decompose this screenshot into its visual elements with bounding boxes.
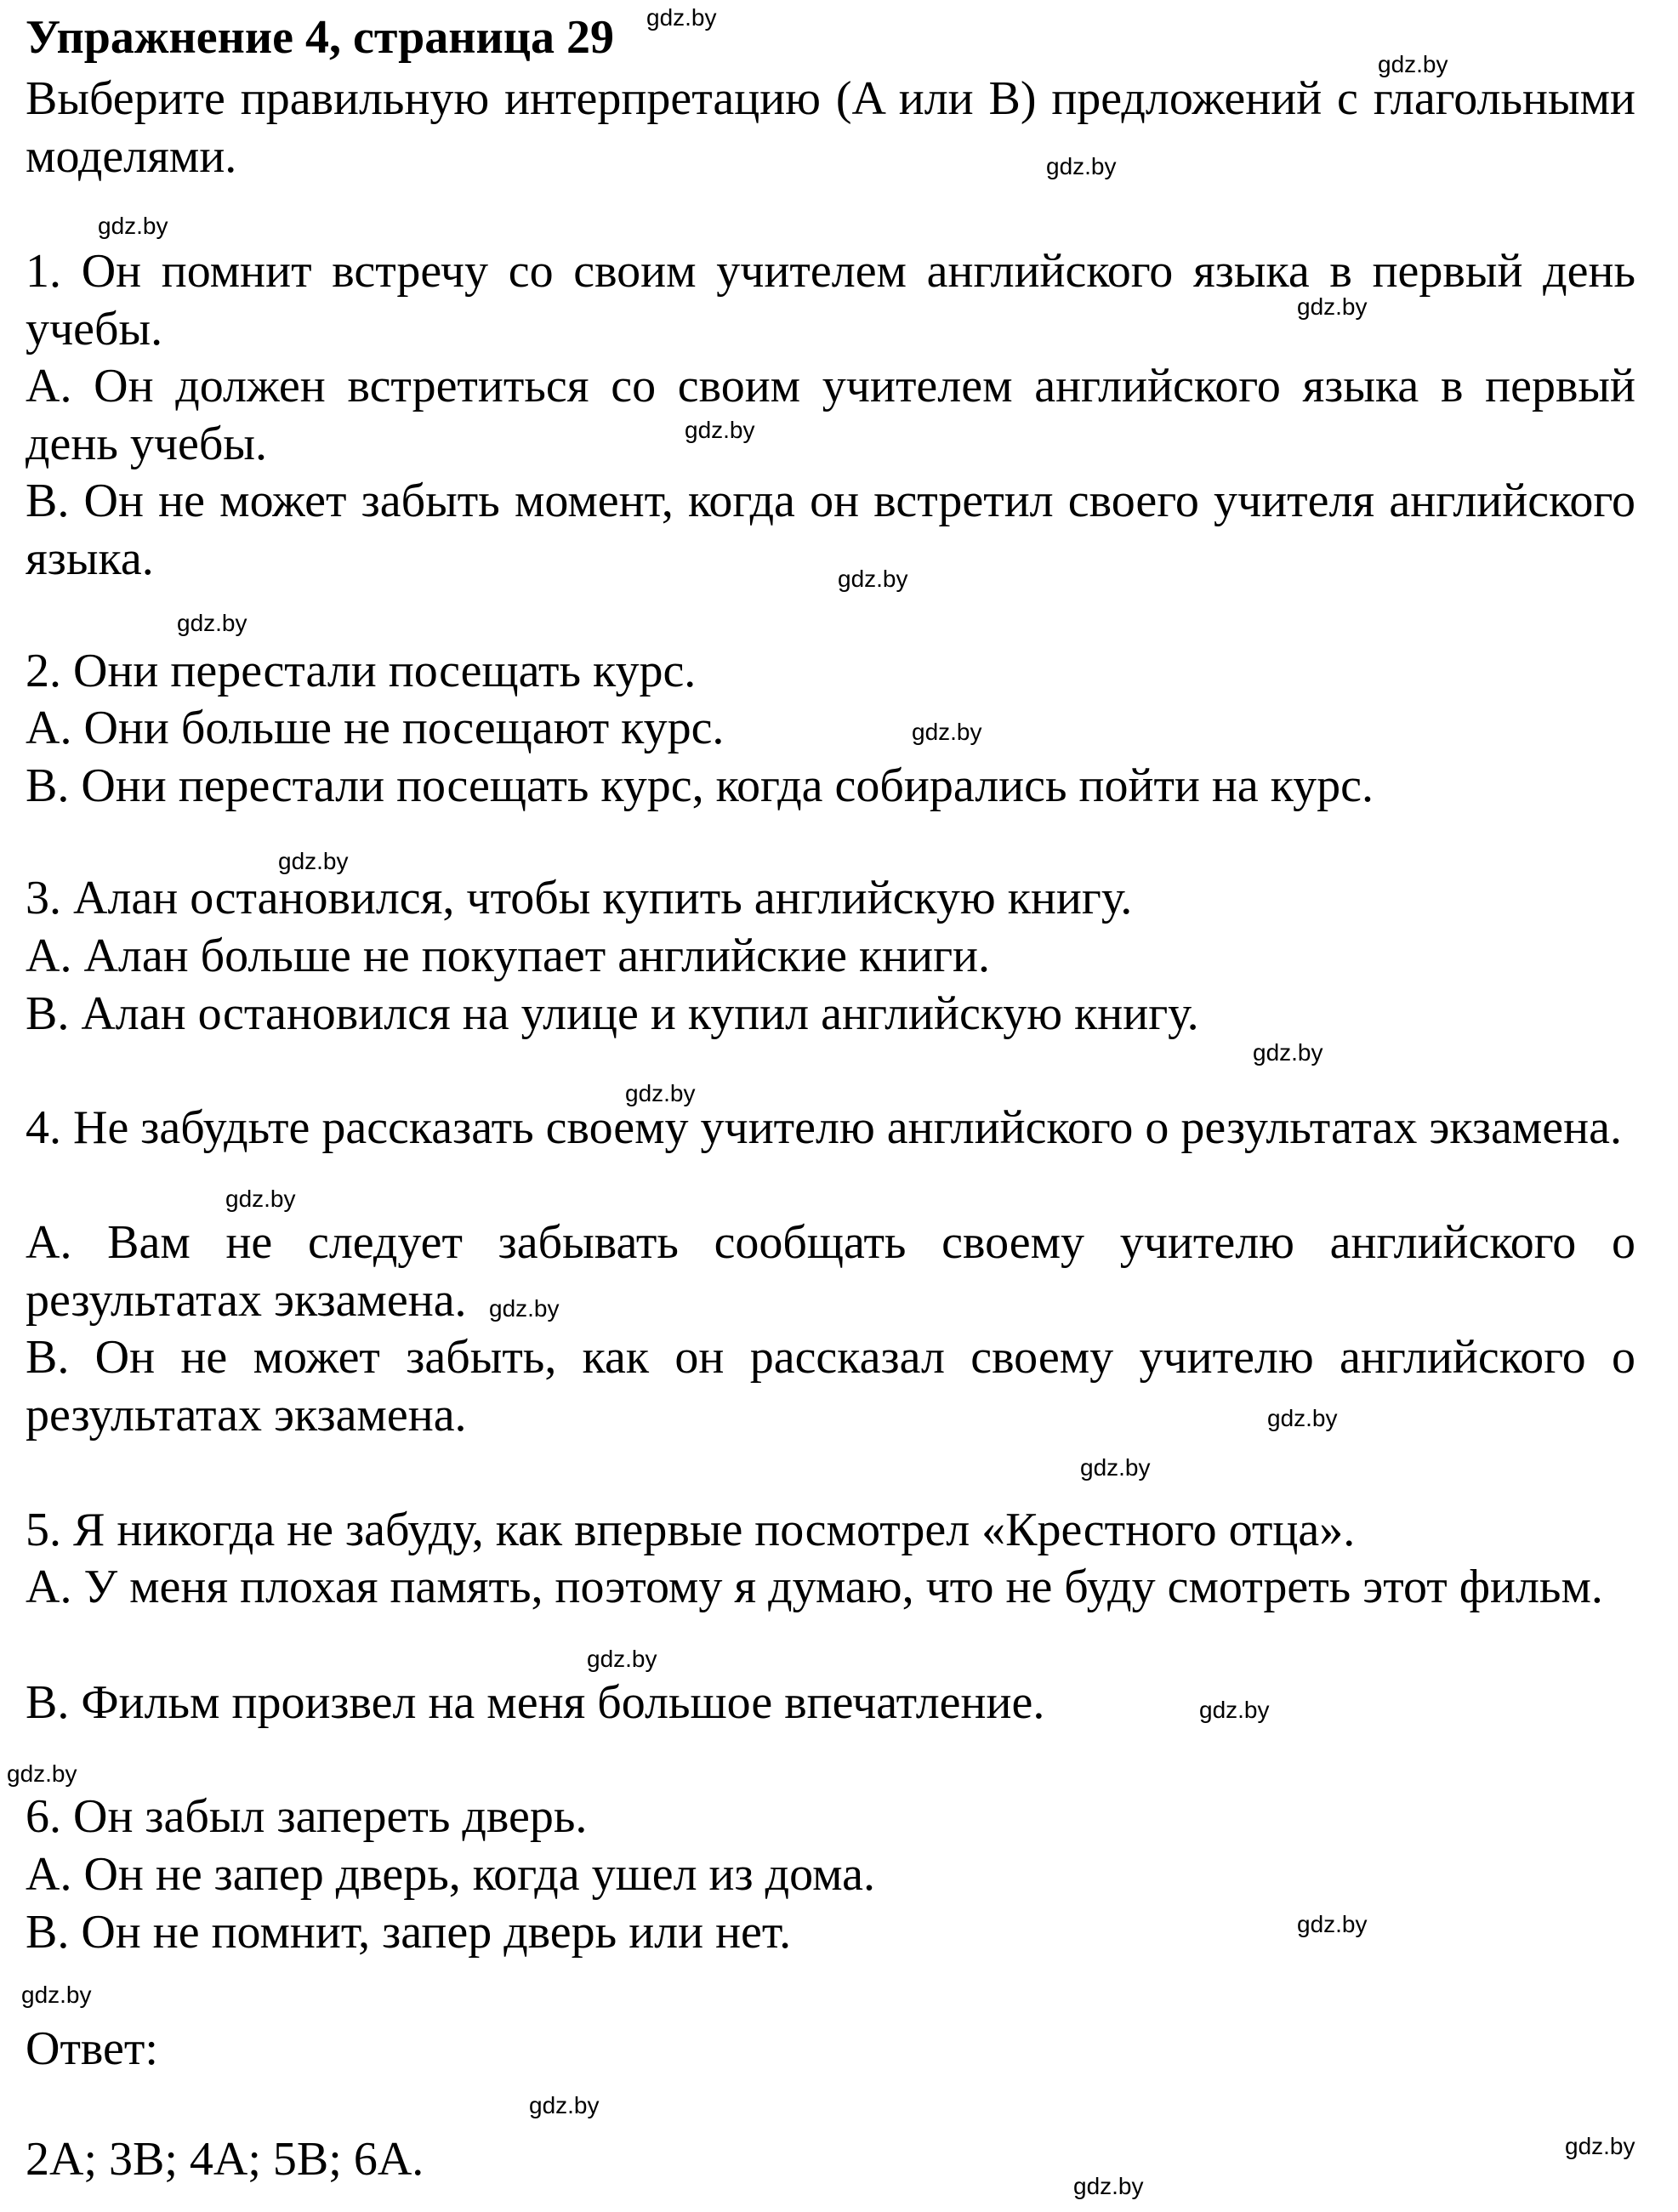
watermark: gdz.by	[646, 4, 717, 31]
watermark: gdz.by	[225, 1186, 296, 1212]
watermark: gdz.by	[1046, 153, 1117, 179]
item-6-option-a: A. Он не запер дверь, когда ушел из дома.	[26, 1848, 875, 1901]
watermark: gdz.by	[1199, 1697, 1270, 1723]
watermark: gdz.by	[98, 213, 168, 239]
item-4-option-b: B. Он не может забыть, как он рассказал своему учителю английского о результатах экзамена.	[26, 1331, 1635, 1441]
item-1-statement: 1. Он помнит встречу со своим учителем английского языка в первый день учебы.	[26, 245, 1635, 355]
item-3-statement: 3. Алан остановился, чтобы купить английскую книгу.	[26, 872, 1133, 924]
watermark: gdz.by	[1080, 1454, 1151, 1481]
page-title	[26, 9, 614, 66]
watermark: gdz.by	[529, 2092, 600, 2118]
item-5-statement: 5. Я никогда не забуду, как впервые посмотрел «Крестного отца».	[26, 1504, 1356, 1556]
watermark: gdz.by	[177, 610, 247, 636]
watermark: gdz.by	[838, 566, 908, 592]
watermark: gdz.by	[489, 1295, 560, 1322]
item-4-statement: 4. Не забудьте рассказать своему учителю английского о результатах экзамена.	[26, 1101, 1622, 1154]
answer-label: Ответ:	[26, 2022, 158, 2075]
watermark: gdz.by	[912, 719, 982, 745]
watermark: gdz.by	[1073, 2173, 1144, 2199]
watermark: gdz.by	[1297, 1911, 1368, 1937]
item-3-option-b: B. Алан остановился на улице и купил английскую книгу.	[26, 987, 1199, 1040]
item-1-option-a: A. Он должен встретиться со своим учителем английского языка в первый день учебы.	[26, 360, 1635, 470]
watermark: gdz.by	[1565, 2133, 1635, 2159]
watermark: gdz.by	[278, 848, 349, 874]
watermark: gdz.by	[587, 1646, 657, 1672]
watermark: gdz.by	[7, 1760, 77, 1787]
item-1-option-b: B. Он не может забыть момент, когда он встретил своего учителя английского языка.	[26, 475, 1635, 585]
item-3-option-a: A. Алан больше не покупает английские книги.	[26, 930, 991, 982]
watermark: gdz.by	[1253, 1039, 1323, 1066]
instruction: Выберите правильную интерпретацию (A или B) предложений с глагольными моделями.	[26, 72, 1635, 183]
watermark: gdz.by	[1378, 51, 1448, 77]
watermark: gdz.by	[1297, 293, 1368, 320]
item-6-option-b: B. Он не помнит, запер дверь или нет.	[26, 1906, 792, 1959]
watermark: gdz.by	[685, 417, 755, 443]
page-title-text: Упражнение 4, страница 29	[26, 11, 615, 64]
item-4-option-a: A. Вам не следует забывать сообщать своему учителю английского о результатах экзамена.	[26, 1216, 1635, 1327]
item-6-statement: 6. Он забыл запереть дверь.	[26, 1790, 588, 1843]
watermark: gdz.by	[1267, 1405, 1338, 1431]
item-2-statement: 2. Они перестали посещать курс.	[26, 645, 697, 697]
item-5-option-b: B. Фильм произвел на меня большое впечатление.	[26, 1676, 1045, 1729]
item-2-option-b: B. Они перестали посещать курс, когда собирались пойти на курс.	[26, 759, 1374, 812]
item-5-option-a: A. У меня плохая память, поэтому я думаю, что не буду смотреть этот фильм.	[26, 1561, 1603, 1613]
watermark: gdz.by	[625, 1080, 696, 1106]
item-2-option-a: A. Они больше не посещают курс.	[26, 702, 725, 754]
answer-text: 2A; 3B; 4A; 5B; 6A.	[26, 2133, 424, 2186]
watermark: gdz.by	[21, 1982, 92, 2008]
